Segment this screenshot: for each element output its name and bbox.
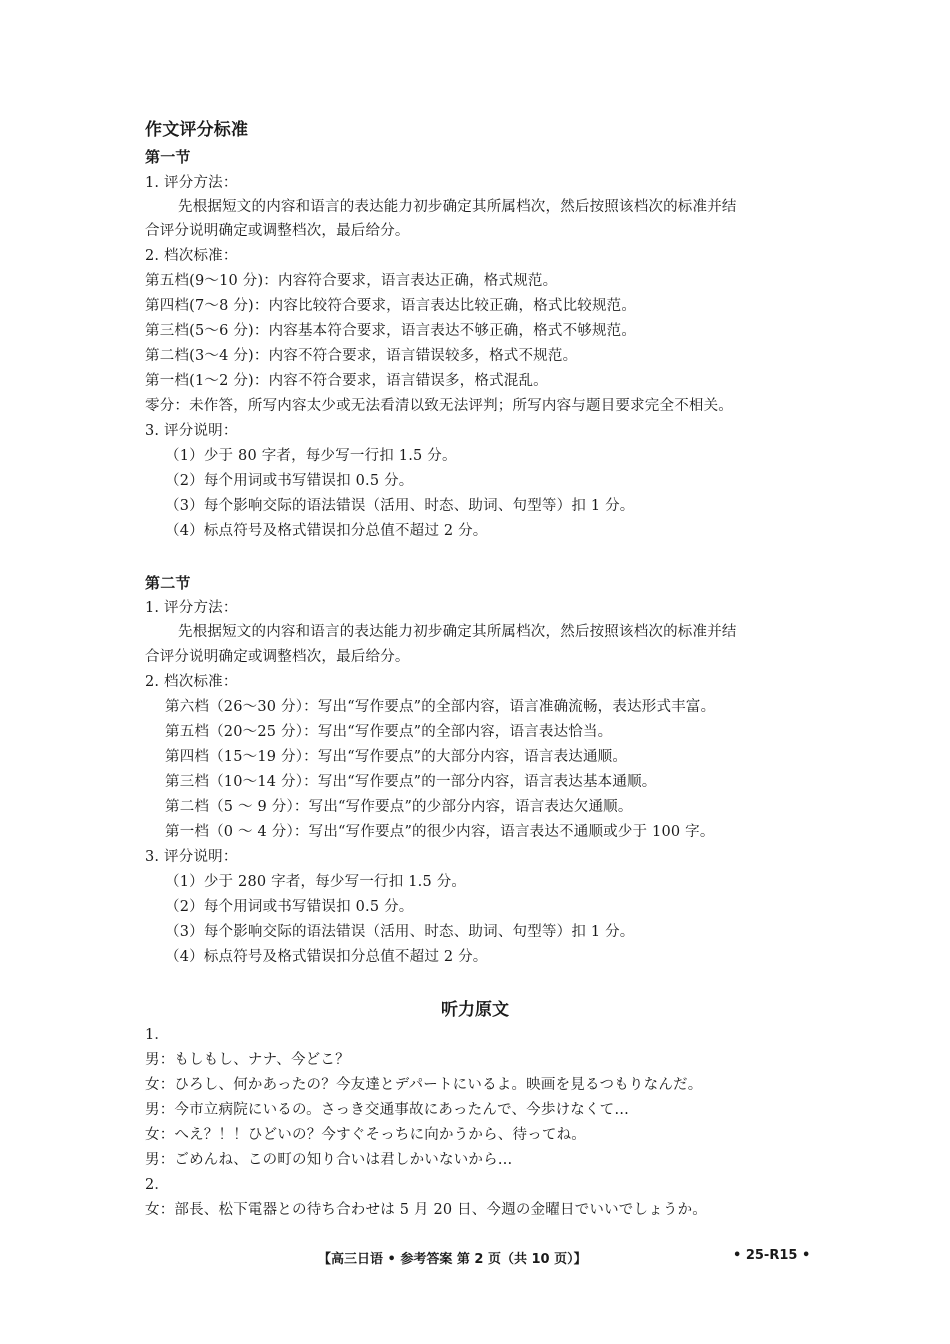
section1-heading: 第一节 bbox=[145, 148, 191, 166]
section1-level-item: 第三档(5～6 分)：内容基本符合要求，语言表达不够正确，格式不够规范。 bbox=[145, 323, 637, 339]
section2-note-item: （1）少于 280 字者，每少写一行扣 1.5 分。 bbox=[165, 874, 467, 890]
section1-method-text: 合评分说明确定或调整档次，最后给分。 bbox=[145, 223, 410, 239]
dialogue-line: 男：ごめんね、この町の知り合いは君しかいないから… bbox=[145, 1152, 513, 1168]
section2-level-item: 第二档（5 ～ 9 分）：写出“写作要点”的少部分内容，语言表达欠通顺。 bbox=[165, 799, 633, 815]
question-number: 1． bbox=[145, 1027, 170, 1043]
section1-note-item: （3）每个影响交际的语法错误（活用、时态、助词、句型等）扣 1 分。 bbox=[165, 498, 635, 514]
section1-levels-label: 2. 档次标准： bbox=[145, 248, 238, 264]
section2-levels-label: 2. 档次标准： bbox=[145, 674, 238, 690]
section1-level-item: 第一档(1～2 分)：内容不符合要求，语言错误多，格式混乱。 bbox=[145, 373, 548, 389]
section2-method-text: 合评分说明确定或调整档次，最后给分。 bbox=[145, 649, 410, 665]
section2-level-item: 第一档（0 ～ 4 分）：写出“写作要点”的很少内容，语言表达不通顺或少于 100 字。 bbox=[165, 824, 715, 840]
section1-note-item: （4）标点符号及格式错误扣分总值不超过 2 分。 bbox=[165, 523, 488, 539]
section1-method-label: 1. 评分方法： bbox=[145, 175, 238, 191]
section2-level-item: 第六档（26～30 分）：写出“写作要点”的全部内容，语言准确流畅，表达形式丰富。 bbox=[165, 699, 716, 715]
dialogue-line: 女：へえ？！！ひどいの？今すぐそっちに向かうから、待ってね。 bbox=[145, 1127, 586, 1143]
section1-level-item: 第五档(9～10 分)：内容符合要求，语言表达正确，格式规范。 bbox=[145, 273, 558, 289]
section2-note-item: （3）每个影响交际的语法错误（活用、时态、助词、句型等）扣 1 分。 bbox=[165, 924, 635, 940]
page-code: • 25-R15 • bbox=[733, 1248, 811, 1263]
section1-level-item: 第二档(3～4 分)：内容不符合要求，语言错误较多，格式不规范。 bbox=[145, 348, 578, 364]
section1-level-item: 第四档(7～8 分)：内容比较符合要求，语言表达比较正确，格式比较规范。 bbox=[145, 298, 637, 314]
section1-note-item: （1）少于 80 字者，每少写一行扣 1.5 分。 bbox=[165, 448, 457, 464]
section2-level-item: 第三档（10～14 分）：写出“写作要点”的一部分内容，语言表达基本通顺。 bbox=[165, 774, 657, 790]
dialogue-line: 女：ひろし、何かあったの？今友達とデパートにいるよ。映画を見るつもりなんだ。 bbox=[145, 1077, 703, 1093]
section2-notes-label: 3. 评分说明： bbox=[145, 849, 238, 865]
listening-title: 听力原文 bbox=[441, 1000, 509, 1020]
section2-method-text: 先根据短文的内容和语言的表达能力初步确定其所属档次，然后按照该档次的标准并结 bbox=[178, 624, 737, 640]
section2-note-item: （2）每个用词或书写错误扣 0.5 分。 bbox=[165, 899, 414, 915]
section2-level-item: 第五档（20～25 分）：写出“写作要点”的全部内容，语言表达恰当。 bbox=[165, 724, 613, 740]
dialogue-line: 男：今市立病院にいるの。さっき交通事故にあったんで、今歩けなくて… bbox=[145, 1102, 630, 1118]
section1-level-item: 零分：未作答，所写内容太少或无法看清以致无法评判；所写内容与题目要求完全不相关。 bbox=[145, 398, 733, 414]
section2-method-label: 1. 评分方法： bbox=[145, 600, 238, 616]
section2-level-item: 第四档（15～19 分）：写出“写作要点”的大部分内容，语言表达通顺。 bbox=[165, 749, 628, 765]
section1-notes-label: 3. 评分说明： bbox=[145, 423, 238, 439]
section1-note-item: （2）每个用词或书写错误扣 0.5 分。 bbox=[165, 473, 414, 489]
page-footer: 【高三日语 • 参考答案 第 2 页（共 10 页）】 bbox=[318, 1252, 587, 1267]
dialogue-line: 女：部長、松下電器との待ち合わせは 5 月 20 日、今週の金曜日でいいでしょうか。 bbox=[145, 1202, 708, 1218]
dialogue-line: 男：もしもし、ナナ、今どこ？ bbox=[145, 1052, 350, 1068]
section2-note-item: （4）标点符号及格式错误扣分总值不超过 2 分。 bbox=[165, 949, 488, 965]
question-number: 2． bbox=[145, 1177, 170, 1193]
section2-heading: 第二节 bbox=[145, 574, 191, 592]
doc-title: 作文评分标准 bbox=[145, 120, 249, 140]
section1-method-text: 先根据短文的内容和语言的表达能力初步确定其所属档次，然后按照该档次的标准并结 bbox=[178, 199, 737, 215]
